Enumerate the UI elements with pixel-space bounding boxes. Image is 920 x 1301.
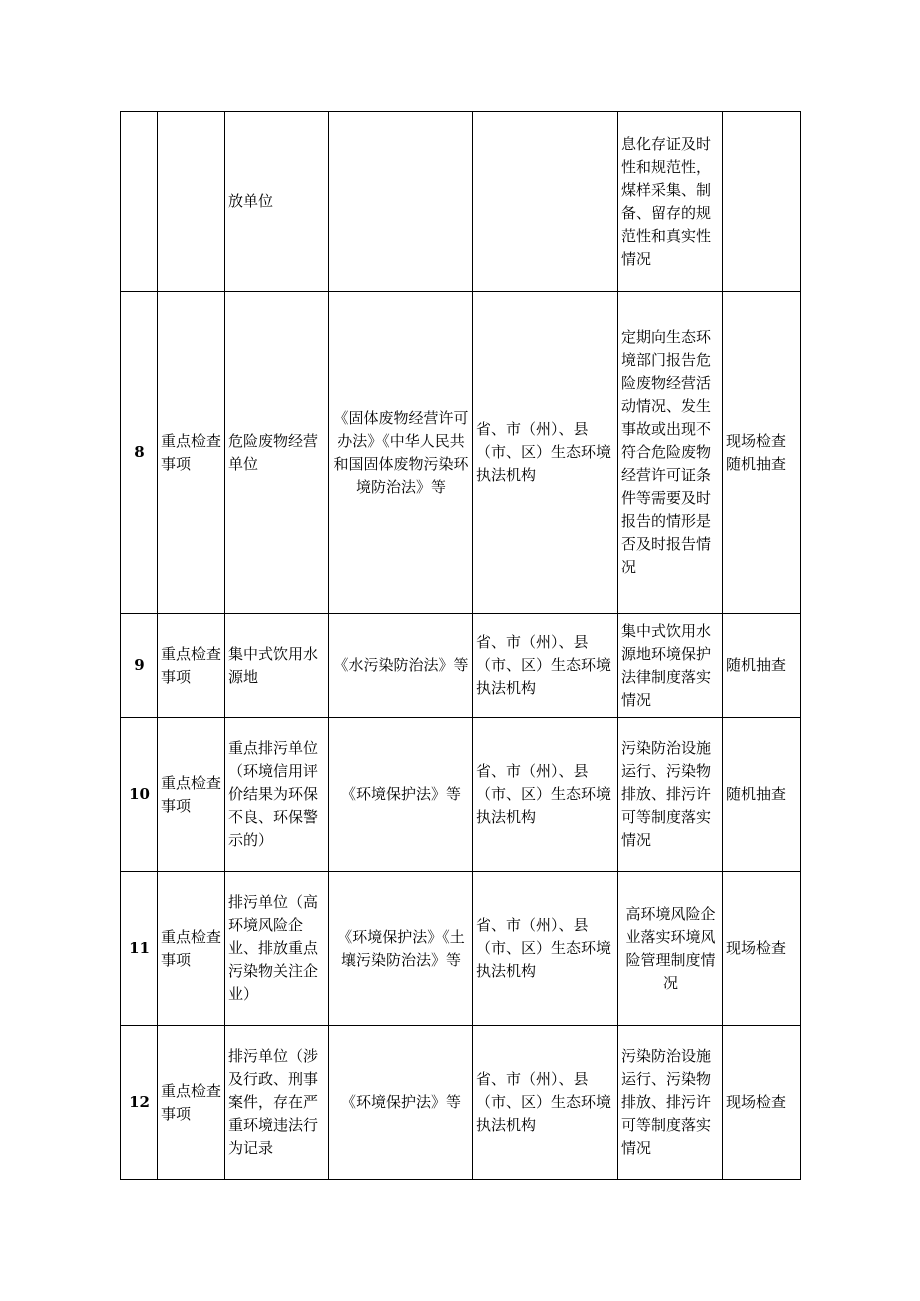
item-type xyxy=(158,112,225,292)
inspection-method: 现场检查 xyxy=(723,872,801,1026)
table-row xyxy=(121,614,801,718)
inspection-subject: 省、市（州）、县（市、区）生态环境执法机构 xyxy=(473,292,618,614)
row-number xyxy=(121,112,158,292)
row-number: 8 xyxy=(121,292,158,614)
inspection-content: 污染防治设施运行、污染物排放、排污许可等制度落实情况 xyxy=(618,718,723,872)
inspection-method xyxy=(723,112,801,292)
inspection-subject: 省、市（州）、县（市、区）生态环境执法机构 xyxy=(473,718,618,872)
inspection-items-table xyxy=(120,111,801,1180)
row-number: 10 xyxy=(121,718,158,872)
inspection-content: 定期向生态环境部门报告危险废物经营活动情况、发生事故或出现不符合危险废物经营许可证条件等需要及时报告的情形是否及时报告情况 xyxy=(618,292,723,614)
inspection-object: 集中式饮用水源地 xyxy=(225,614,329,718)
legal-basis: 《环境保护法》等 xyxy=(329,1026,473,1180)
inspection-content: 集中式饮用水源地环境保护法律制度落实情况 xyxy=(618,614,723,718)
row-number: 12 xyxy=(121,1026,158,1180)
row-number: 9 xyxy=(121,614,158,718)
item-type: 重点检查事项 xyxy=(158,614,225,718)
legal-basis: 《固体废物经营许可办法》《中华人民共和国固体废物污染环境防治法》等 xyxy=(329,292,473,614)
item-type: 重点检查事项 xyxy=(158,292,225,614)
item-type: 重点检查事项 xyxy=(158,1026,225,1180)
item-type: 重点检查事项 xyxy=(158,872,225,1026)
table-row xyxy=(121,292,801,614)
inspection-method: 现场检查 xyxy=(723,1026,801,1180)
item-type: 重点检查事项 xyxy=(158,718,225,872)
inspection-content: 高环境风险企业落实环境风险管理制度情况 xyxy=(618,872,723,1026)
inspection-content: 息化存证及时性和规范性，煤样采集、制备、留存的规范性和真实性情况 xyxy=(618,112,723,292)
inspection-method: 随机抽查 xyxy=(723,614,801,718)
table-row xyxy=(121,872,801,1026)
table-row xyxy=(121,1026,801,1180)
inspection-object: 放单位 xyxy=(225,112,329,292)
legal-basis: 《环境保护法》《土壤污染防治法》等 xyxy=(329,872,473,1026)
inspection-subject: 省、市（州）、县（市、区）生态环境执法机构 xyxy=(473,614,618,718)
inspection-subject xyxy=(473,112,618,292)
legal-basis xyxy=(329,112,473,292)
inspection-object: 排污单位（涉及行政、刑事案件，存在严重环境违法行为记录 xyxy=(225,1026,329,1180)
legal-basis: 《水污染防治法》等 xyxy=(329,614,473,718)
table-row xyxy=(121,718,801,872)
inspection-method: 随机抽查 xyxy=(723,718,801,872)
inspection-object: 重点排污单位（环境信用评价结果为环保不良、环保警示的） xyxy=(225,718,329,872)
inspection-object: 排污单位（高环境风险企业、排放重点污染物关注企业） xyxy=(225,872,329,1026)
table-row xyxy=(121,112,801,292)
row-number: 11 xyxy=(121,872,158,1026)
legal-basis: 《环境保护法》等 xyxy=(329,718,473,872)
inspection-subject: 省、市（州）、县（市、区）生态环境执法机构 xyxy=(473,1026,618,1180)
inspection-method: 现场检查随机抽查 xyxy=(723,292,801,614)
inspection-content: 污染防治设施运行、污染物排放、排污许可等制度落实情况 xyxy=(618,1026,723,1180)
inspection-object: 危险废物经营单位 xyxy=(225,292,329,614)
inspection-subject: 省、市（州）、县（市、区）生态环境执法机构 xyxy=(473,872,618,1026)
